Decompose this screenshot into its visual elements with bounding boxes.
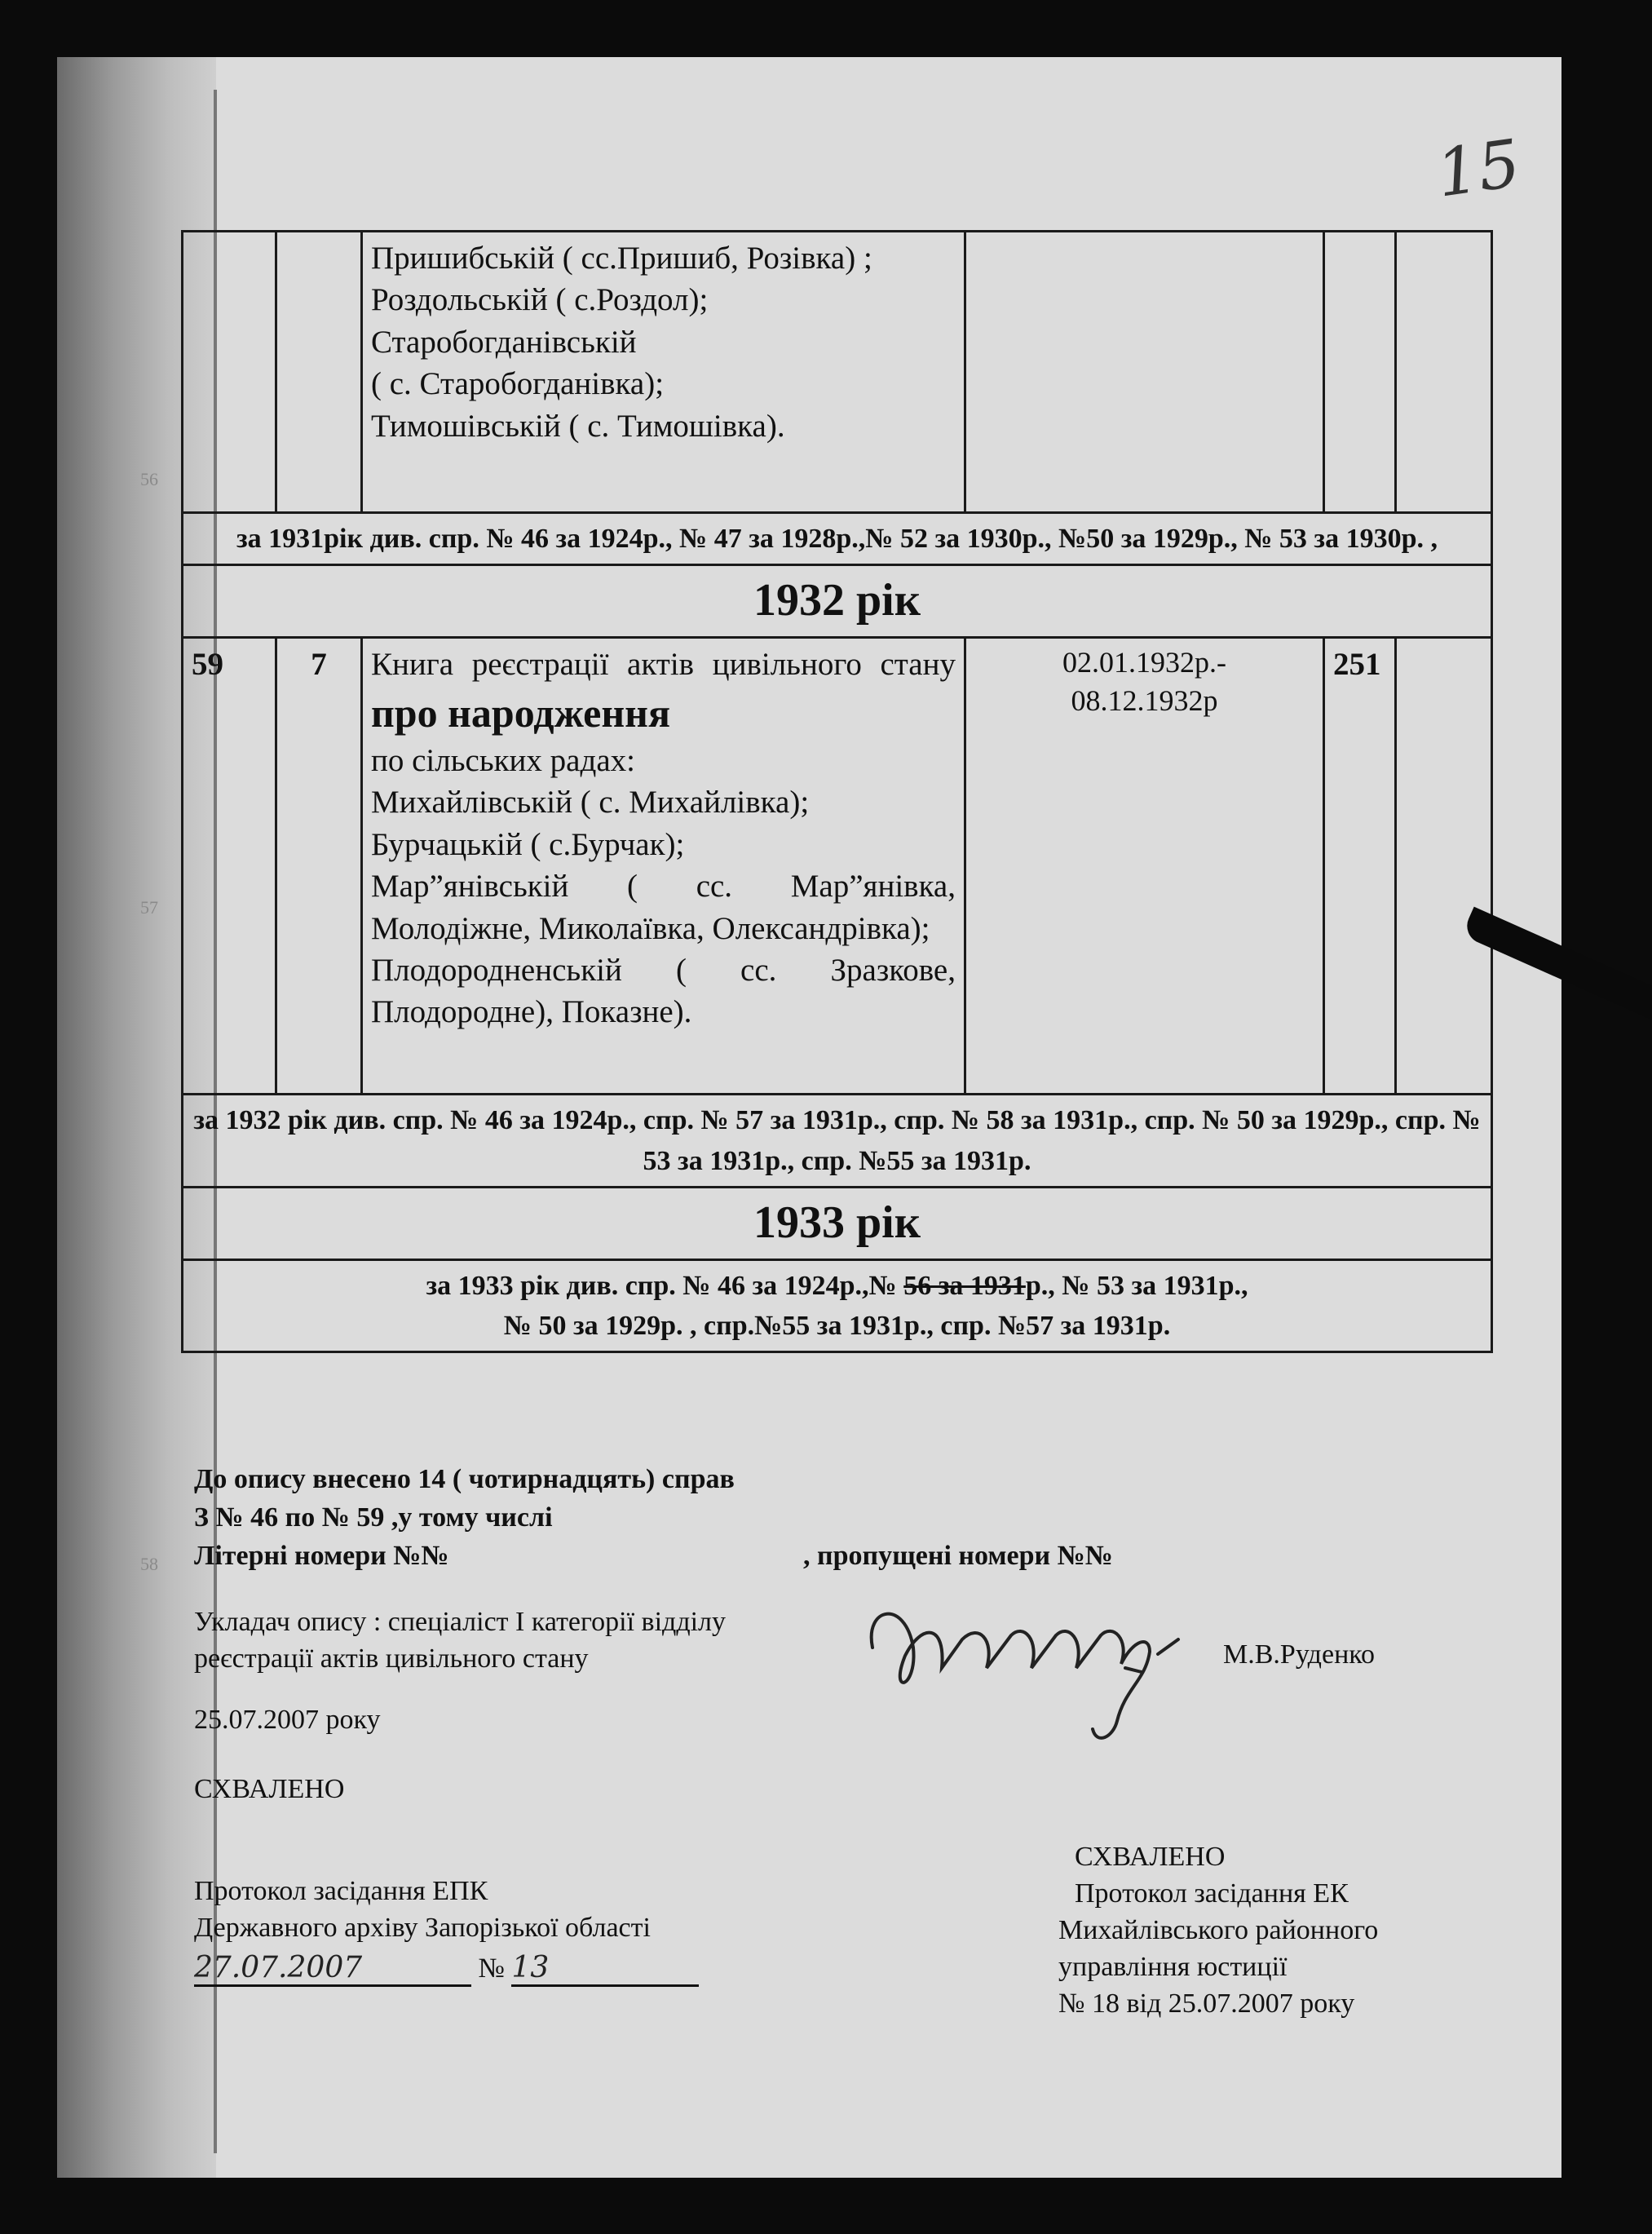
- table-row-continuation: [183, 232, 1492, 513]
- summary-line: Літерні номери №№: [194, 1541, 449, 1571]
- cell-index: 7: [276, 638, 362, 1095]
- protocol-left-line: Державного архіву Запорізької області: [194, 1913, 651, 1943]
- protocol-left-date-line: [194, 1951, 699, 1987]
- compiler-name: М.В.Руденко: [1223, 1639, 1376, 1670]
- description-line: Старобогданівській: [371, 324, 637, 360]
- protocol-left-number-label: №: [478, 1953, 505, 1984]
- table-row-note-1932: [183, 1095, 1492, 1188]
- protocol-right-line: Протокол засідання ЕК: [1075, 1878, 1349, 1909]
- margin-number: 58: [140, 1554, 158, 1574]
- cell-dates: [965, 232, 1324, 513]
- title-bold: про народження: [371, 689, 671, 736]
- margin-number: 56: [140, 469, 158, 489]
- summary-line: До опису внесено 14 ( чотирнадцять) справ: [194, 1464, 735, 1494]
- cross-reference-note: за 1932 рік див. спр. № 46 за 1924р., спр. № 57 за 1931р., спр. № 58 за 1931р., спр. № 50 за 1929р., спр. № 53 за 1931р., спр. №55 за 1931р.: [183, 1095, 1492, 1188]
- margin-number: 57: [140, 897, 158, 918]
- table-row-59: [183, 638, 1492, 1095]
- approval-label-left: СХВАЛЕНО: [194, 1774, 345, 1804]
- date-from: 02.01.1932р.-: [1062, 646, 1226, 679]
- title-prefix: Книга реєстрації актів цивільного стану: [371, 647, 956, 683]
- cell-index: [276, 232, 362, 513]
- year-heading: 1932 рік: [183, 565, 1492, 638]
- compiler-title: реєстрації актів цивільного стану: [194, 1643, 589, 1674]
- approval-label-right: СХВАЛЕНО: [1075, 1842, 1226, 1872]
- cell-number: [183, 232, 276, 513]
- cell-pages: [1324, 232, 1396, 513]
- cell-notes: [1396, 638, 1492, 1095]
- table-row-note-1933: [183, 1259, 1492, 1352]
- note-text: за 1933 рік див. спр. № 46 за 1924р.,№: [426, 1270, 897, 1301]
- description-line: Роздольській ( с.Роздол);: [371, 282, 709, 318]
- summary-line: З № 46 по № 59 ,у тому числі: [194, 1502, 553, 1533]
- cross-reference-note: за 1931рік див. спр. № 46 за 1924р., № 47 за 1928р.,№ 52 за 1930р., №50 за 1929р., № 53 за 1930р. ,: [183, 513, 1492, 565]
- signature: [856, 1590, 1199, 1754]
- description-line: Бурчацькій ( с.Бурчак);: [371, 826, 685, 862]
- date-to: 08.12.1932р: [1071, 684, 1218, 717]
- description-line: Тимошівській ( с. Тимошівка).: [371, 408, 785, 444]
- cell-pages: 251: [1324, 638, 1396, 1095]
- cell-description: [362, 232, 965, 513]
- protocol-left-date: 27.07.2007: [194, 1951, 471, 1987]
- protocol-right-line: № 18 від 25.07.2007 року: [1058, 1988, 1355, 2019]
- note-text: р., № 53 за 1931р.,: [1025, 1270, 1248, 1301]
- description-line: Пришибській ( сс.Пришиб, Розівка) ;: [371, 241, 872, 276]
- cross-reference-note: [183, 1259, 1492, 1352]
- description-line: ( с. Старобогданівка);: [371, 366, 665, 402]
- struck-text: 56 за 1931: [903, 1270, 1026, 1301]
- protocol-left-line: Протокол засідання ЕПК: [194, 1876, 488, 1906]
- compiler-title: Укладач опису : спеціаліст І категорії відділу: [194, 1607, 727, 1637]
- inventory-table: [181, 230, 1493, 1353]
- protocol-right-line: управління юстиції: [1058, 1952, 1288, 1982]
- description-line: Мар”янівській ( сс. Мар”янівка, Молодіжне, Миколаївка, Олександрівка);: [371, 869, 956, 946]
- table-row-year-1932: [183, 565, 1492, 638]
- folio-number: 15: [1432, 125, 1525, 212]
- compile-date: 25.07.2007 року: [194, 1705, 381, 1735]
- cell-notes: [1396, 232, 1492, 513]
- note-text: № 50 за 1929р. , спр.№55 за 1931р., спр. №57 за 1931р.: [503, 1311, 1171, 1341]
- summary-line: , пропущені номери №№: [803, 1541, 1113, 1571]
- description-line: Плодородненській ( сс. Зразкове, Плодородне), Показне).: [371, 953, 956, 1030]
- cell-dates: [965, 638, 1324, 1095]
- cell-description: [362, 638, 965, 1095]
- table-row-year-1933: [183, 1187, 1492, 1259]
- description-line: по сільських радах:: [371, 742, 635, 778]
- protocol-left-number: 13: [511, 1951, 699, 1987]
- description-line: Михайлівській ( с. Михайлівка);: [371, 785, 810, 821]
- cell-number: 59: [183, 638, 276, 1095]
- year-heading: 1933 рік: [183, 1187, 1492, 1259]
- table-row-note-1931: [183, 513, 1492, 565]
- protocol-right-line: Михайлівського районного: [1058, 1915, 1379, 1945]
